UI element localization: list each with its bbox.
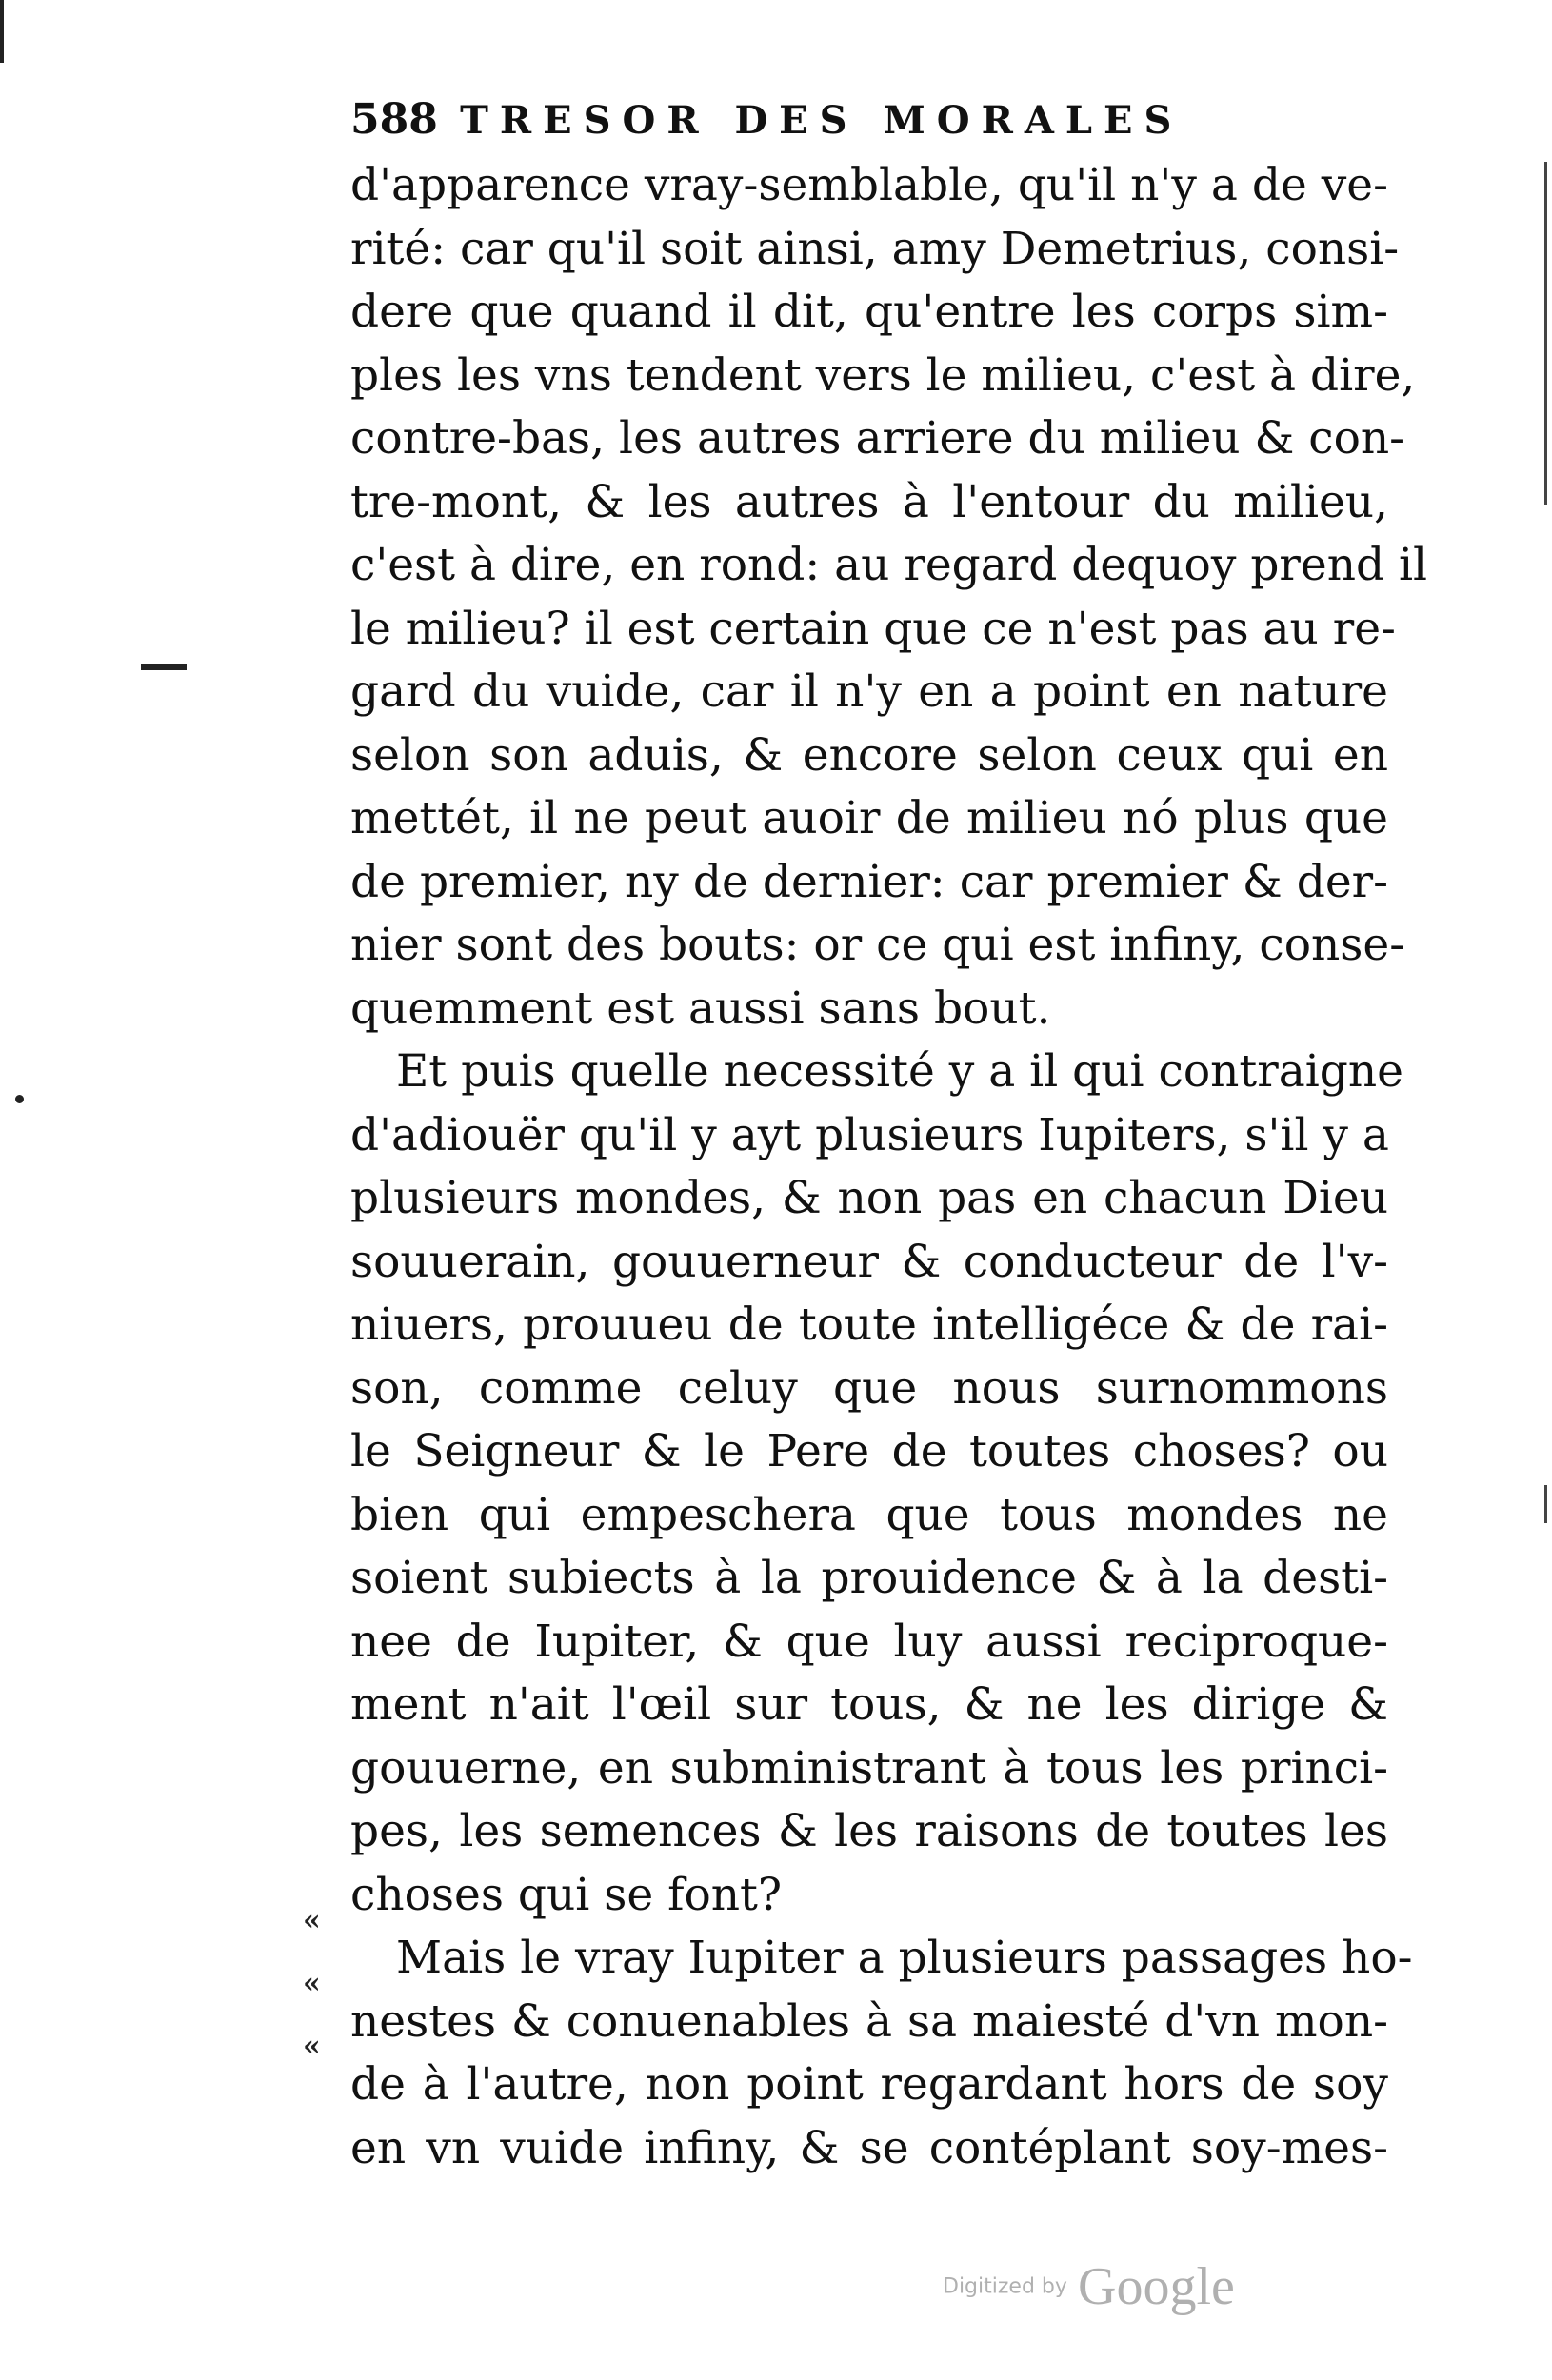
text-line: le milieu? il est certain que ce n'est pas au re- bbox=[350, 602, 1396, 655]
text-line: ment n'ait l'œil sur tous, & ne les dirige & bbox=[350, 1678, 1388, 1731]
text-line: souuerain, gouuerneur & conducteur de l'v- bbox=[350, 1235, 1388, 1288]
text-line: d'apparence vray-semblable, qu'il n'y a de ve- bbox=[350, 159, 1388, 211]
text-line: d'adiouër qu'il y ayt plusieurs Iupiters, s'il y a bbox=[350, 1108, 1389, 1161]
text-line: plusieurs mondes, & non pas en chacun Dieu bbox=[350, 1172, 1388, 1224]
text-line: tre-mont, & les autres à l'entour du milieu, bbox=[350, 475, 1388, 528]
body-text bbox=[350, 154, 1428, 2180]
running-head-title: TRESOR DES MORALES bbox=[460, 98, 1184, 143]
margin-quote-mark: « bbox=[303, 2030, 321, 2063]
text-line: son, comme celuy que nous surnommons bbox=[350, 1361, 1388, 1415]
page-edge-line bbox=[1544, 1485, 1547, 1523]
margin-dot-mark bbox=[15, 1095, 24, 1103]
margin-quote-mark: « bbox=[303, 1904, 321, 1937]
text-line: ples les vns tendent vers le milieu, c'est à dire, bbox=[350, 348, 1416, 402]
text-line: c'est à dire, en rond: au regard dequoy prend il bbox=[350, 539, 1428, 591]
digitized-watermark bbox=[943, 2256, 1235, 2317]
text-line: contre-bas, les autres arriere du milieu & con- bbox=[350, 412, 1405, 465]
text-line: choses qui se font? bbox=[350, 1868, 783, 1921]
text-line: bien qui empeschera que tous mondes ne bbox=[350, 1488, 1388, 1541]
text-line: de premier, ny de dernier: car premier & der- bbox=[350, 855, 1388, 908]
text-line: soient subiects à la prouidence & à la desti- bbox=[350, 1552, 1388, 1604]
paragraph-start-line: Et puis quelle necessité y a il qui contraigne bbox=[396, 1045, 1403, 1098]
paragraph-start-line: Mais le vray Iupiter a plusieurs passages ho- bbox=[396, 1932, 1413, 1984]
google-logo: Google bbox=[1078, 2257, 1235, 2316]
page-edge-line bbox=[1544, 162, 1547, 505]
margin-dash-mark bbox=[141, 664, 187, 670]
text-line: de à l'autre, non point regardant hors de soy bbox=[350, 2058, 1388, 2111]
text-line: mettét, il ne peut auoir de milieu nó plus que bbox=[350, 792, 1388, 844]
text-line: niuers, prouueu de toute intelligéce & de rai- bbox=[350, 1299, 1388, 1351]
text-line: gard du vuide, car il n'y en a point en nature bbox=[350, 665, 1388, 718]
text-line: nier sont des bouts: or ce qui est infiny, conse- bbox=[350, 919, 1405, 971]
page-edge-shadow bbox=[0, 0, 4, 63]
running-head bbox=[350, 95, 1303, 152]
text-line: gouuerne, en subministrant à tous les princi- bbox=[350, 1741, 1388, 1795]
text-line: selon son aduis, & encore selon ceux qui en bbox=[350, 728, 1388, 782]
text-line: nee de Iupiter, & que luy aussi reciproque- bbox=[350, 1615, 1388, 1668]
page-number: 588 bbox=[350, 95, 438, 144]
watermark-prefix: Digitized by bbox=[943, 2274, 1067, 2299]
text-line: pes, les semences & les raisons de toutes les bbox=[350, 1805, 1388, 1857]
text-line: dere que quand il dit, qu'entre les corps sim- bbox=[350, 286, 1388, 338]
text-line: en vn vuide infiny, & se contéplant soy-mes- bbox=[350, 2121, 1388, 2174]
margin-quote-mark: « bbox=[303, 1967, 321, 2000]
text-line: nestes & conuenables à sa maiesté d'vn mon- bbox=[350, 1994, 1388, 2048]
text-line: quemment est aussi sans bout. bbox=[350, 982, 1051, 1035]
text-line: rité: car qu'il soit ainsi, amy Demetrius, consi- bbox=[350, 222, 1400, 275]
text-line: le Seigneur & le Pere de toutes choses? ou bbox=[350, 1425, 1388, 1478]
